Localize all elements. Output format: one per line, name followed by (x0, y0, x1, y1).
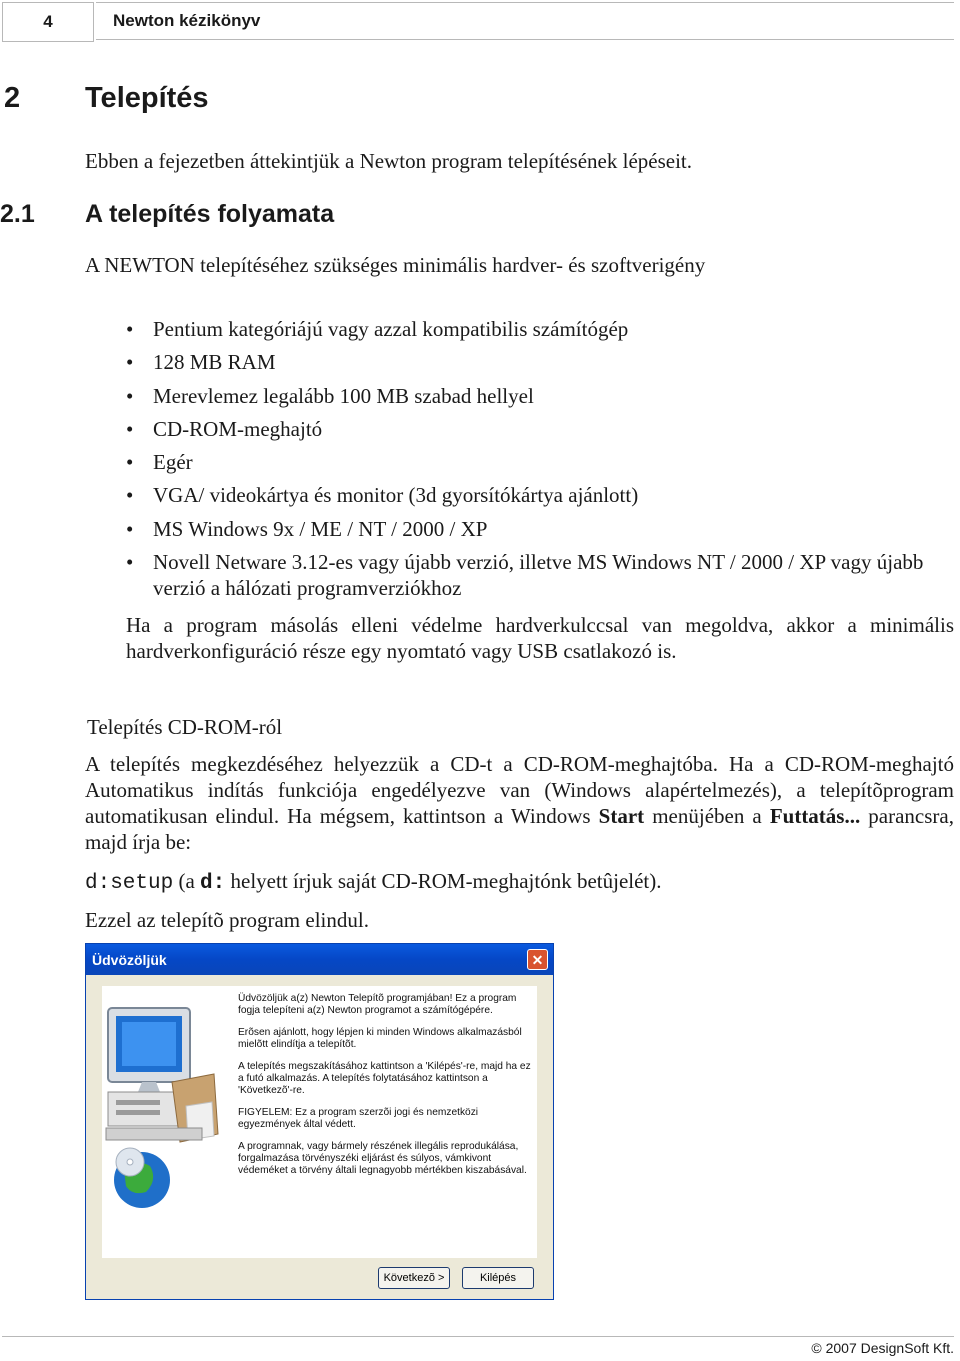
drive-letter: d: (200, 872, 226, 895)
bullet-icon: • (126, 383, 134, 408)
hardware-note: Ha a program másolás elleni védelme hardverkulccsal van megoldva, akkor a minimális hardverkonfiguráció része egy nyomtató vagy USB csatlakozó is. (126, 613, 954, 663)
dialog-titlebar[interactable] (86, 944, 553, 975)
requirements-heading: A NEWTON telepítéséhez szükséges minimális hardver- és szoftverigény (85, 253, 706, 277)
list-item: • Egér (126, 450, 193, 475)
setup-command-line: d:setup (a d: helyett írjuk saját CD-ROM-meghajtónk betûjelét). (85, 869, 662, 895)
section-number: 2.1 (0, 200, 35, 228)
outro-paragraph: Ezzel az telepítõ program elindul. (85, 908, 369, 932)
copyright-footer: © 2007 DesignSoft Kft. (811, 1340, 954, 1356)
bullet-icon: • (126, 450, 134, 475)
intro-paragraph: Ebben a fejezetben áttekintjük a Newton program telepítésének lépéseit. (85, 149, 693, 173)
bullet-icon: • (126, 516, 134, 541)
list-item: • Novell Netware 3.12-es vagy újabb verzió, illetve MS Windows NT / 2000 / XP vagy újabb verzió a hálózati programverziókhoz (126, 550, 924, 601)
chapter-number: 2 (4, 82, 21, 114)
dialog-content-panel (102, 986, 537, 1258)
footer-divider (2, 1336, 954, 1337)
computer-install-illustration (102, 986, 222, 1258)
list-item: • Pentium kategóriájú vagy azzal kompatibilis számítógép (126, 317, 629, 341)
page-number: 4 (2, 2, 94, 42)
running-header-title: Newton kézikönyv (96, 2, 954, 40)
next-button[interactable]: Következõ > (378, 1267, 450, 1289)
chapter-title: Telepítés (85, 82, 209, 114)
run-command-term: Futtatás... (769, 804, 861, 828)
bullet-icon: • (126, 350, 134, 375)
start-menu-term: Start (598, 804, 645, 828)
setup-command: d:setup (85, 872, 174, 895)
section-heading (0, 200, 334, 229)
section-title: A telepítés folyamata (85, 200, 335, 228)
dialog-title: Üdvözöljük (92, 951, 167, 968)
bullet-icon: • (126, 483, 134, 508)
cd-section-heading: Telepítés CD-ROM-ról (87, 715, 283, 739)
list-item: • Merevlemez legalább 100 MB szabad hellyel (126, 383, 534, 408)
cd-install-paragraph: A telepítés megkezdéséhez helyezzük a CD-t a CD-ROM-meghajtóba. Ha a CD-ROM-meghajtó Automatikus indítás funkciója engedélyezve van (Windows alapértelmezés), a telepítõprogram automatikusan elindul. Ha mégsem, kattintson a Windows Start menüjében a Futtatás... parancsra, majd írja be: (85, 752, 954, 854)
list-item: • CD-ROM-meghajtó (126, 416, 323, 441)
dialog-message: Üdvözöljük a(z) Newton Telepítõ programjában! Ez a program fogja telepíteni a(z) Newton programot a számítógépére. Erõsen ajánlott, hogy lépjen ki minden Windows alkalmazásból mielõtt elindítja a telepítõt. A telepítés megszakításához kattintson a 'Kilépés'-re, majd ha ez a futó alkalmazás. A telepítés folytatásához kattintson a 'Következõ'-re. FIGYELEM: Ez a program szerzõi jogi és nemzetközi egyezmények által védett. A programnak, vagy bármely részének illegális reprodukálása, forgalmazása törvényszéki eljárást és súlyos, vámkivont védeméket a törvény általi legnagyobb mértékben kiszabásával. (238, 993, 531, 1176)
bullet-icon: • (126, 416, 134, 441)
exit-button[interactable]: Kilépés (462, 1267, 534, 1289)
welcome-dialog (85, 943, 554, 1300)
keyboard-icon (106, 1128, 202, 1140)
bullet-icon: • (126, 550, 134, 575)
list-item: • MS Windows 9x / ME / NT / 2000 / XP (126, 516, 488, 541)
requirements-list (126, 316, 954, 608)
bullet-icon: • (126, 317, 134, 341)
list-item: • 128 MB RAM (126, 350, 276, 375)
chapter-heading (4, 82, 209, 115)
list-item: • VGA/ videokártya és monitor (3d gyorsítókártya ajánlott) (126, 483, 639, 508)
close-icon[interactable]: ✕ (527, 949, 548, 970)
